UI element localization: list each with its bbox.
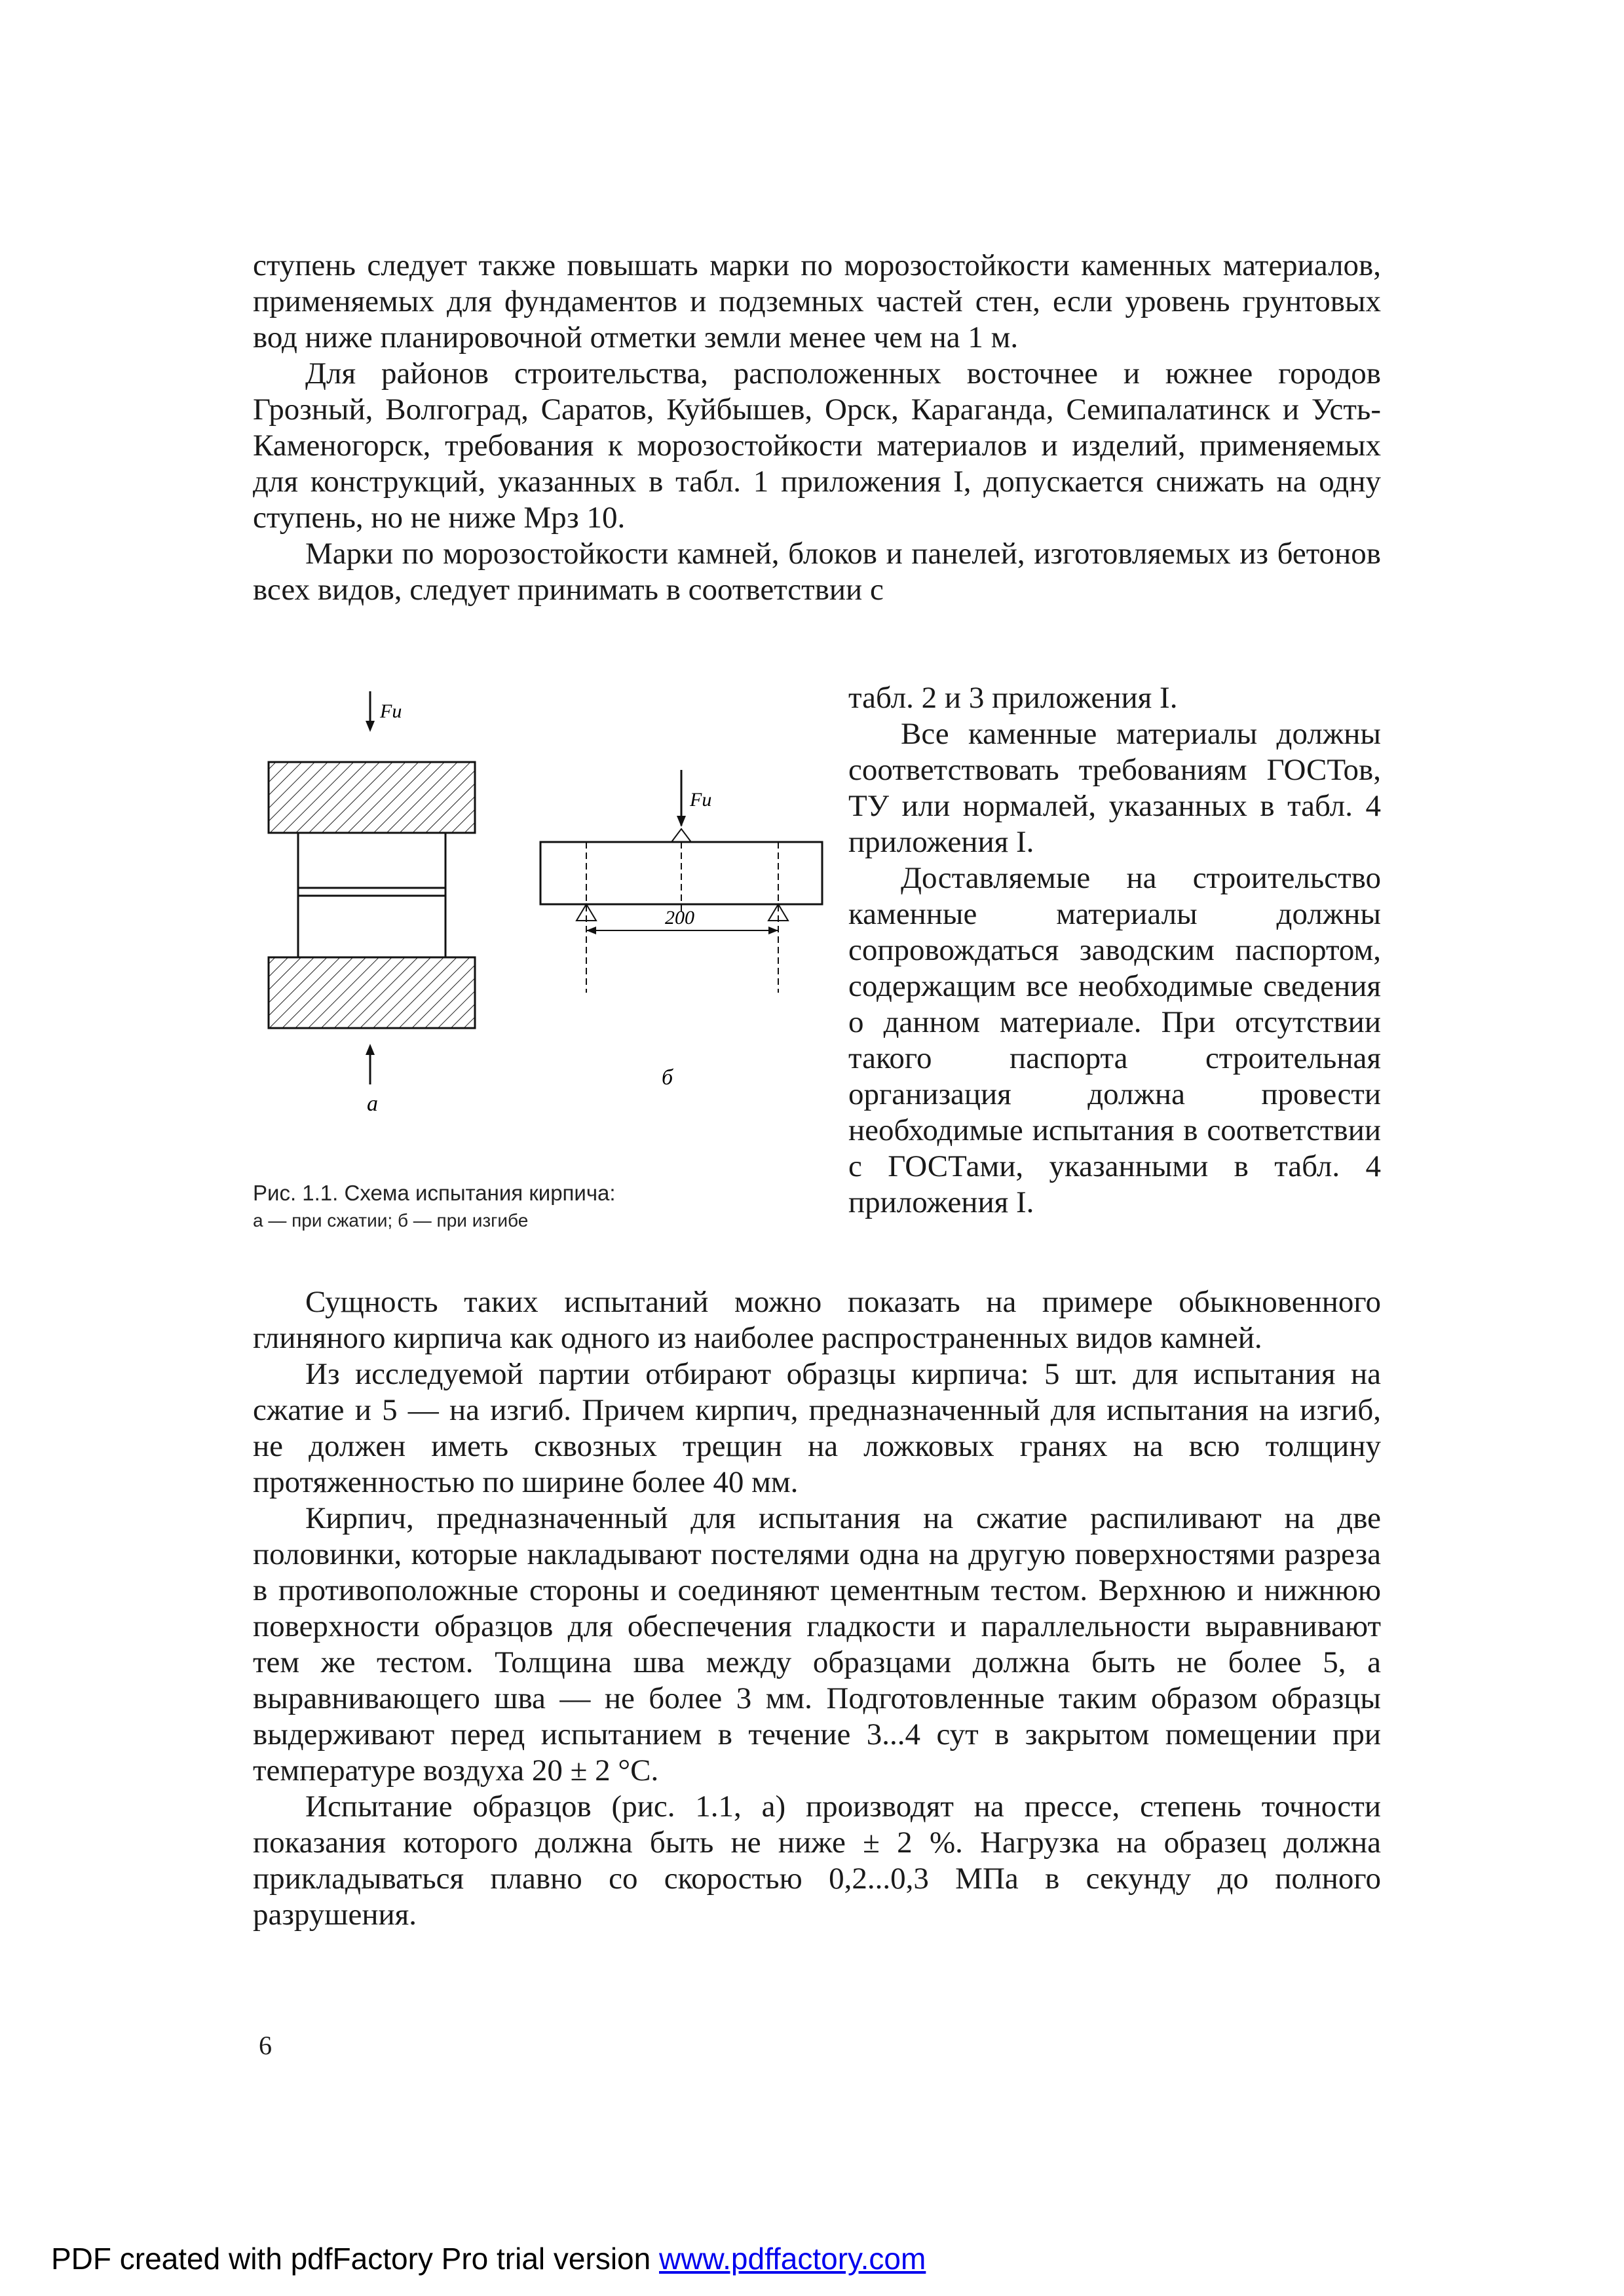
text-block-top (253, 248, 1381, 608)
paragraph: Сущность таких испытаний можно показать на примере обыкновенного глиняного кирпича как одного из наиболее распространенных видов камней. (253, 1285, 1381, 1355)
paragraph: Для районов строительства, расположенных восточнее и южнее городов Грозный, Волгоград, Саратов, Куйбышев, Орск, Караганда, Семипалатинск и Усть-Каменогорск, требования к морозостойкости материалов и изделий, применяемых для конструкций, указанных в табл. 1 приложения I, допускается снижать на одну ступень, но не ниже Мрз 10. (253, 356, 1381, 535)
panel-a-label: а (367, 1092, 378, 1116)
page-number: 6 (259, 2031, 272, 2060)
bending-scheme (540, 770, 822, 1090)
force-label: Fu (690, 789, 712, 811)
figure-caption (253, 1179, 829, 1234)
press-plate-bottom (269, 957, 475, 1028)
compression-scheme (269, 691, 475, 1116)
paragraph: ступень следует также повышать марки по морозостойкости каменных материалов, применяемых для фундаментов и подземных частей стен, если уровень грунтовых вод ниже планировочной отметки земли менее чем на 1 м. (253, 248, 1381, 354)
caption-legend: а — при сжатии; б — при изгибе (253, 1210, 529, 1231)
pdf-footer (51, 2241, 926, 2276)
caption-title: Рис. 1.1. Схема испытания кирпича: (253, 1181, 616, 1205)
paragraph: Все каменные материалы должны соответствовать требованиям ГОСТов, ТУ или нормалей, указанных в табл. 4 приложения I. (848, 717, 1381, 859)
text-block-side (848, 680, 1381, 1221)
text-block-bottom (253, 1284, 1381, 1933)
footer-text: PDF created with pdfFactory Pro trial version (51, 2242, 659, 2276)
paragraph: Доставляемые на строительство каменные материалы должны сопровождаться заводским паспортом, содержащим все необходимые сведения о данном материале. При отсутствии такого паспорта строительная организация должна провести необходимые испытания в соответствии с ГОСТами, указанными в табл. 4 приложения I. (848, 861, 1381, 1219)
paragraph: Испытание образцов (рис. 1.1, а) производят на прессе, степень точности показания которого должна быть не ниже ± 2 %. Нагрузка на образец должна прикладываться плавно со скоростью 0,2...0,3 МПа в секунду до полного разрушения. (253, 1789, 1381, 1932)
figure-brick-test (242, 691, 832, 1117)
paragraph: Из исследуемой партии отбирают образцы кирпича: 5 шт. для испытания на сжатие и 5 — на изгиб. Причем кирпич, предназначенный для испытания на изгиб, не должен иметь сквозных трещин на ложковых гранях на всю толщину протяженностью по ширине более 40 мм. (253, 1357, 1381, 1499)
brick-test-diagram (242, 691, 832, 1117)
paragraph: Марки по морозостойкости камней, блоков и панелей, изготовляемых из бетонов всех видов, следует принимать в соответствии с (253, 537, 1381, 607)
panel-b-label: б (662, 1065, 673, 1090)
paragraph: Кирпич, предназначенный для испытания на сжатие распиливают на две половинки, которые накладывают постелями одна на другую поверхностями разреза в противоположные стороны и соединяют цементным тестом. Верхнюю и нижнюю поверхности образцов для обеспечения гладкости и параллельности выравнивают тем же тестом. Толщина шва между образцами должна быть не более 5, а выравнивающего шва — не более 3 мм. Подготовленные таким образом образцы выдерживают перед испытанием в течение 3...4 сут в закрытом помещении при температуре воздуха 20 ± 2 °С. (253, 1501, 1381, 1788)
press-plate-top (269, 762, 475, 833)
force-label: Fu (380, 700, 402, 722)
span-label: 200 (665, 907, 694, 928)
footer-link[interactable]: www.pdffactory.com (659, 2242, 926, 2276)
paragraph: табл. 2 и 3 приложения I. (848, 681, 1178, 715)
